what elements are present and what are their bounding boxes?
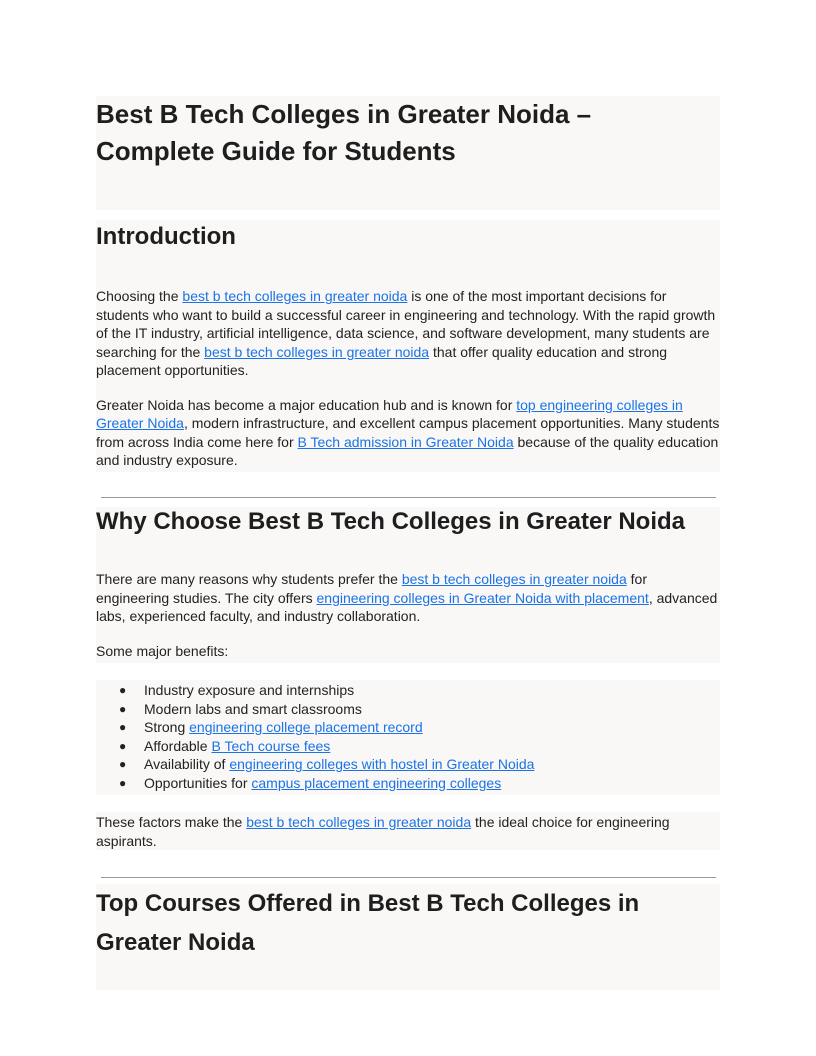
link-campus-placement[interactable]: campus placement engineering colleges (251, 774, 502, 791)
benefits-list (96, 680, 720, 792)
bullet-icon: ● (119, 701, 127, 716)
bullet-icon: ● (119, 757, 127, 771)
bullet-icon: ● (119, 683, 127, 697)
link-colleges-with-hostel[interactable]: engineering colleges with hostel in Greater Noida (229, 756, 535, 772)
list-item: ● Modern labs and smart classrooms (119, 700, 362, 717)
intro-paragraph-1: Choosing the best b tech colleges in greater noida is one of the most important decisions for students who want to build a successful career in engineering and technology. With the rapid growth of the IT industry, artificial intelligence, data science, and software development, many students are searching for the best b tech colleges in greater noida that offer quality education and strong placement opportunities. (96, 288, 716, 378)
bullet-icon: ● (119, 720, 127, 734)
intro-heading: Introduction (96, 223, 236, 250)
why-closing-block (96, 812, 720, 850)
why-heading-block (96, 507, 720, 567)
courses-heading-line1: Top Courses Offered in Best B Tech Colleges in (96, 890, 640, 917)
link-btech-admission[interactable]: B Tech admission in Greater Noida (297, 433, 514, 450)
list-item: ● Opportunities for campus placement engineering colleges (119, 774, 502, 791)
divider-2 (101, 877, 716, 878)
link-placement-record[interactable]: engineering college placement record (189, 719, 423, 735)
list-item: ● Affordable B Tech course fees (119, 737, 331, 754)
title-block (96, 96, 720, 210)
list-item: ● Industry exposure and internships (119, 682, 355, 698)
list-item: ● Strong engineering college placement record (119, 719, 423, 735)
link-best-btech-4[interactable]: best b tech colleges in greater noida (246, 814, 472, 830)
link-best-btech-2[interactable]: best b tech colleges in greater noida (204, 343, 430, 360)
link-best-btech-3[interactable]: best b tech colleges in greater noida (401, 571, 627, 587)
link-top-engineering-colleges[interactable]: top engineering colleges in Greater Noida (96, 396, 683, 431)
benefits-intro: Some major benefits: (96, 642, 229, 659)
courses-heading (96, 884, 720, 962)
page-title-line2: Complete Guide for Students (96, 136, 456, 166)
benefits-list-block (96, 680, 720, 795)
why-closing-paragraph: These factors make the best b tech colleges in greater noida the ideal choice for engineering aspirants. (96, 814, 670, 849)
courses-heading-block (96, 884, 720, 990)
link-best-btech-1[interactable]: best b tech colleges in greater noida (182, 288, 408, 304)
intro-heading-block (96, 220, 720, 284)
courses-heading-line2: Greater Noida (96, 929, 255, 956)
divider-1 (101, 497, 716, 498)
page-title (96, 96, 720, 170)
bullet-icon: ● (119, 738, 127, 753)
link-course-fees[interactable]: B Tech course fees (211, 737, 331, 754)
why-heading: Why Choose Best B Tech Colleges in Greater Noida (96, 508, 686, 535)
intro-body-block (96, 284, 720, 472)
bullet-icon: ● (119, 775, 127, 790)
link-colleges-with-placement[interactable]: engineering colleges in Greater Noida with placement (316, 589, 649, 606)
list-item: ● Availability of engineering colleges with hostel in Greater Noida (119, 756, 535, 772)
page-title-line1: Best B Tech Colleges in Greater Noida – (96, 99, 592, 129)
why-paragraph-1: There are many reasons why students prefer the best b tech colleges in greater noida for engineering studies. The city offers engineering colleges in Greater Noida with placement, advanced labs, experienced faculty, and industry collaboration. (96, 571, 718, 624)
intro-paragraph-2: Greater Noida has become a major education hub and is known for top engineering colleges in Greater Noida, modern infrastructure, and excellent campus placement opportunities. Many students from across India come here for B Tech admission in Greater Noida because of the quality education and industry exposure. (96, 396, 720, 468)
why-body-block (96, 567, 720, 663)
